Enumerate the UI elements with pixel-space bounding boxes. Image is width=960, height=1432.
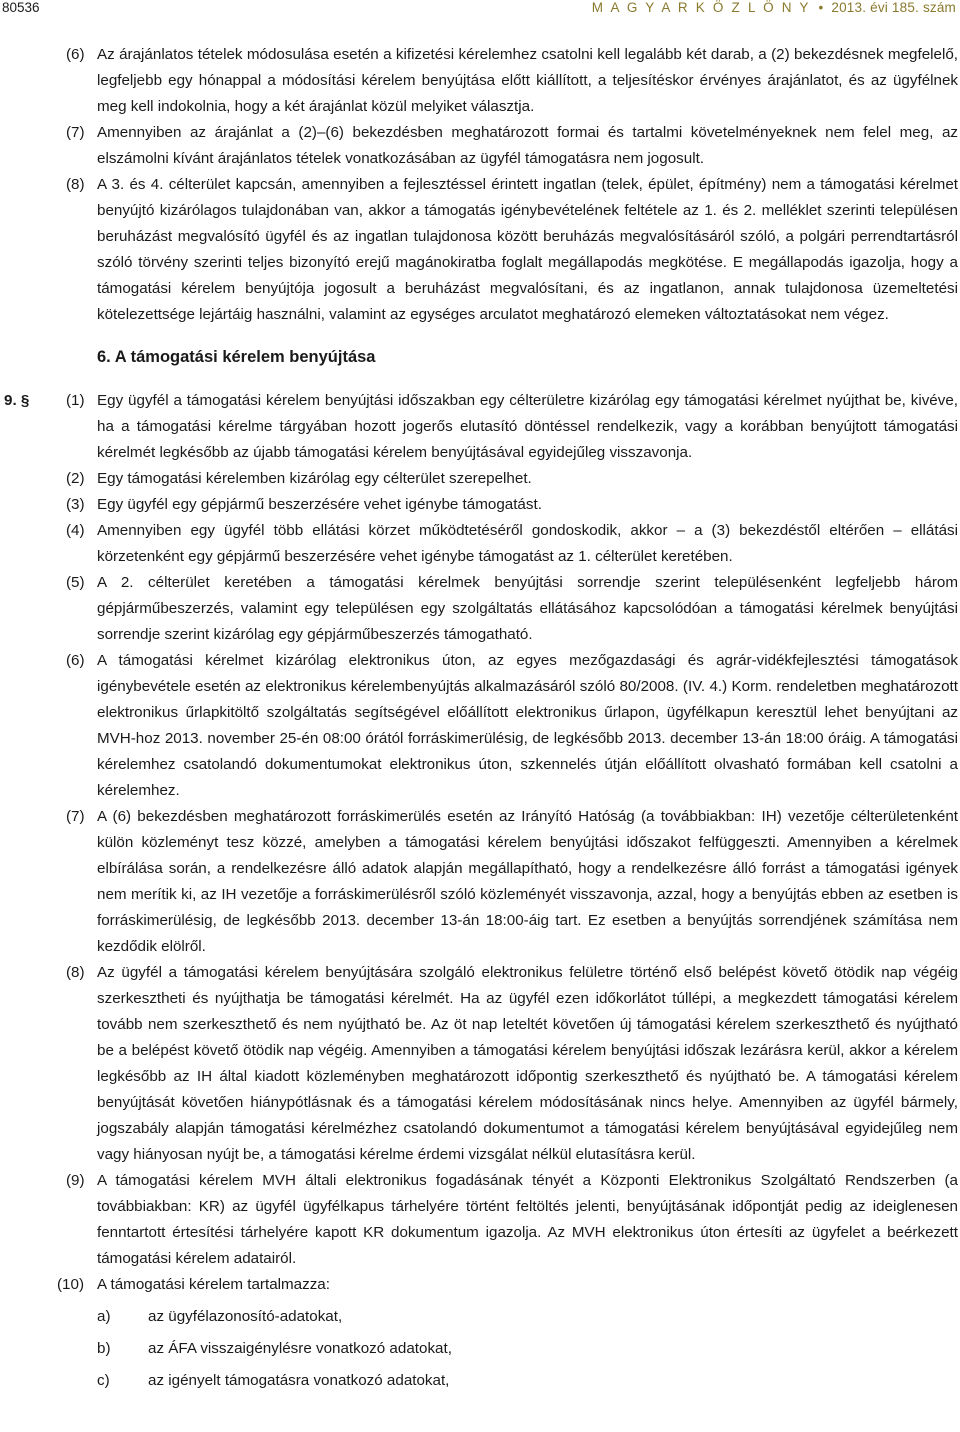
paragraph-text: A 2. célterület keretében a támogatási kérelmek benyújtási sorrendje szerint településenként legfeljebb három gépjárműbeszerzés, valamint egy településen egy szolgáltatás ellátásához kapcsolódóan a támogatási kérelmek benyújtási sorrendje szerint kizárólag egy gépjárműbeszerzés támogatható. [97,574,958,643]
paragraph [0,42,960,120]
paragraph [0,648,960,804]
list-marker: b) [97,1340,111,1357]
section-heading: 6. A támogatási kérelem benyújtása [97,348,376,366]
paragraph-number: (2) [66,470,85,487]
list-marker: a) [97,1308,111,1325]
list-item-text: az ÁFA visszaigénylésre vonatkozó adatokat, [148,1340,452,1357]
paragraph-number: (10) [57,1276,85,1293]
paragraph-number: (6) [66,46,85,63]
paragraph [0,172,960,328]
paragraph-text: Egy ügyfél egy gépjármű beszerzésére vehet igénybe támogatást. [97,496,542,513]
paragraph [0,492,960,518]
paragraph-number: (3) [66,496,85,513]
issue-label: 2013. évi 185. szám [831,0,956,15]
paragraph-number: (4) [66,522,85,539]
list-marker: c) [97,1372,110,1389]
masthead-title: M A G Y A R K Ö Z L Ö N Y [591,0,811,15]
list-item [0,1336,960,1362]
section-mark: 9. § [4,392,30,409]
paragraph-text: A (6) bekezdésben meghatározott forráskimerülés esetén az Irányító Hatóság (a továbbiakban: IH) vezetője célterületenként külön közleményt tesz közzé, amelyben a támogatási kérelem benyújtási időszakot felfüggeszti. Amennyiben a kérelmek elbírálása során, a rendelkezésre álló adatok alapján megállapítható, hogy a rendelkezésre álló forrást a támogatási igények nem merítik ki, az IH vezetője a forráskimerülésről szóló közleményét visszavonja, azzal, hogy a benyújtás ebben az esetben is forráskimerülésig, de legkésőbb 2013. december 13-án 18:00-áig tart. Ez esetben a benyújtás sorrendjének számítása nem kezdődik elölről. [97,808,958,955]
paragraph [0,570,960,648]
paragraph-text: A támogatási kérelem tartalmazza: [97,1276,330,1293]
list-item-text: az ügyfélazonosító-adatokat, [148,1308,343,1325]
paragraph [0,518,960,570]
paragraph-text: Az árajánlatos tételek módosulása esetén a kifizetési kérelemhez csatolni kell legalább két darab, a (2) bekezdésnek megfelelő, legfeljebb egy hónappal a módosítási kérelem benyújtása előtt kiállított, a teljesítéskor érvényes árajánlatot, és az ügyfélnek meg kell indokolnia, hogy a két árajánlat közül melyiket választja. [97,46,958,115]
paragraph [0,804,960,960]
paragraph-number: (8) [66,964,85,981]
page-header [0,0,960,18]
paragraph-number: (6) [66,652,85,669]
list-item-text: az igényelt támogatásra vonatkozó adatokat, [148,1372,450,1389]
paragraph [0,1168,960,1272]
paragraph-text: Egy támogatási kérelemben kizárólag egy célterület szerepelhet. [97,470,532,487]
paragraph [0,466,960,492]
paragraph-number: (5) [66,574,85,591]
paragraph [0,1272,960,1298]
paragraph-number: (8) [66,176,85,193]
paragraph-number: (1) [66,392,85,409]
paragraph-text: Amennyiben az árajánlat a (2)–(6) bekezdésben meghatározott formai és tartalmi követelményeknek nem felel meg, az elszámolni kívánt árajánlatos tételek vonatkozásában az ügyfél támogatásra nem jogosult. [97,124,958,167]
paragraph-number: (7) [66,124,85,141]
list-item [0,1368,960,1394]
paragraph-text: A támogatási kérelmet kizárólag elektronikus úton, az egyes mezőgazdasági és agrár-vidékfejlesztési támogatások igénybevétele esetén az elektronikus kérelembenyújtás alkalmazásáról szóló 80/2008. (IV. 4.) Korm. rendeletben meghatározott elektronikus űrlapkitöltő szolgáltatás segítségével előállított elektronikus űrlapon, ügyfélkapun keresztül lehet benyújtani az MVH-hoz 2013. november 25-én 08:00 órától forráskimerülésig, de legkésőbb 2013. december 13-án 18:00 óráig. A támogatási kérelemhez csatolandó dokumentumokat elektronikus úton, szkennelés útján előállított olvasható formában kell csatolni a kérelemhez. [97,652,958,799]
paragraph [0,960,960,1168]
page-number: 80536 [2,0,40,15]
list-item [0,1304,960,1330]
header-bullet: • [818,0,824,15]
paragraph-number: (9) [66,1172,85,1189]
document-body [0,42,960,1394]
paragraph [0,388,960,466]
paragraph-text: Amennyiben egy ügyfél több ellátási körzet működtetéséről gondoskodik, akkor – a (3) bekezdéstől eltérően – ellátási körzetenként egy gépjármű beszerzésére vehet igénybe támogatást az 1. célterület keretében. [97,522,958,565]
paragraph-number: (7) [66,808,85,825]
paragraph-text: A 3. és 4. célterület kapcsán, amennyiben a fejlesztéssel érintett ingatlan (telek, épület, építmény) nem a támogatási kérelmet benyújtó kizárólagos tulajdonában van, akkor a támogatás igénybevételének feltétele az 1. és 2. melléklet szerinti településen beruházást megvalósító ügyfél és az ingatlan tulajdonosa között beruházás megvalósításáról szóló, a polgári perrendtartásról szóló törvény szerinti teljes bizonyító erejű magánokiratba foglalt megállapodás megkötése. E megállapodás igazolja, hogy a támogatási kérelem benyújtója jogosult a beruházást megvalósítani, és az ingatlanon, annak tulajdonosa üzemeltetési kötelezettsége lejártáig használni, valamint az egységes arculatot meghatározó elemeken változtatásokat nem végez. [97,176,958,323]
paragraph [0,120,960,172]
paragraph-text: A támogatási kérelem MVH általi elektronikus fogadásának tényét a Központi Elektronikus Szolgáltató Rendszerben (a továbbiakban: KR) az ügyfél ügyfélkapus tárhelyére történt feltöltés jelenti, benyújtásának időpontját pedig az ideiglenesen fenntartott értesítési tárhelyére kapott KR dokumentum igazolja. Az MVH elektronikus úton értesíti az ügyfelet a beérkezett támogatási kérelem adatairól. [97,1172,958,1267]
running-head [592,0,956,16]
paragraph-text: Az ügyfél a támogatási kérelem benyújtására szolgáló elektronikus felületre történő első belépést követő ötödik nap végéig szerkesztheti és nyújthatja be támogatási kérelmét. Ha az ügyfél ezen időkorlátot túllépi, a megkezdett támogatási kérelem tovább nem szerkeszthető és nem nyújtható be. Az öt nap leteltét követően új támogatási kérelem szerkeszthető és nyújtható be a belépést követő ötödik nap végéig. Amennyiben a támogatási kérelem benyújtási időszak lezárásra kerül, akkor a kérelem legkésőbb az IH által kiadott közleményben meghatározott időpontig szerkeszthető és nyújtható be. A támogatási kérelem benyújtását követően hiánypótlásnak és a támogatási kérelem módosításának nincs helye. Amennyiben az ügyfél bármely, jogszabály alapján támogatási kérelmézhez csatolandó dokumentumot a támogatási kérelem benyújtásával egyidejűleg nem vagy hiányosan nyújt be, a támogatási kérelme érdemi vizsgálat nélkül elutasításra kerül. [97,964,958,1163]
paragraph-text: Egy ügyfél a támogatási kérelem benyújtási időszakban egy célterületre kizárólag egy támogatási kérelmet nyújthat be, kivéve, ha a támogatási kérelme tárgyában hozott jogerős elutasító döntéssel rendelkezik, vagy a korábban benyújtott támogatási kérelmét legkésőbb az újabb támogatási kérelem benyújtásával egyidejűleg visszavonja. [97,392,958,461]
